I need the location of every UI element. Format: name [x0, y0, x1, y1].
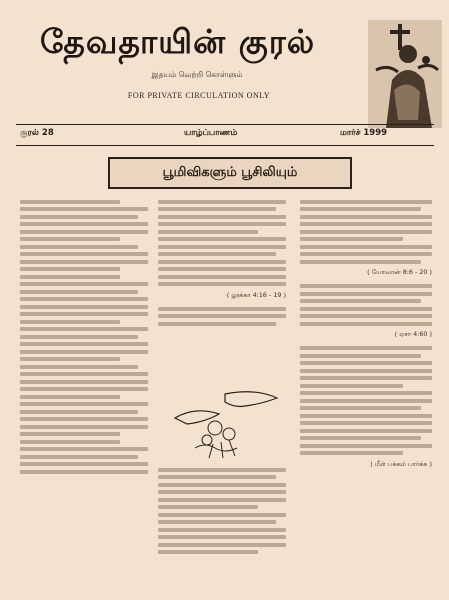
article-column-2-top — [158, 196, 286, 386]
continued-note: ( மீள் பக்கம் பார்க்க ) — [370, 459, 432, 468]
article-column-2-bottom — [158, 464, 286, 596]
circulation-notice: FOR PRIVATE CIRCULATION ONLY — [127, 91, 271, 100]
article-headline: பூமிவிகளும் பூசிலியும் — [108, 157, 352, 189]
masthead-title: தேவதாயின் குரல் — [40, 22, 316, 61]
citation-3: ( ஏசா 4:60 ) — [394, 330, 432, 338]
citation-2: ( யோவான் 8:6 - 20 ) — [367, 268, 432, 276]
issue-date: மார்ச் 1999 — [340, 128, 388, 138]
masthead-tagline: இதயம் வெற்றி கொள்ளும் — [151, 70, 243, 79]
issue-place: யாழ்ப்பாணம் — [184, 128, 238, 138]
article-column-1 — [20, 196, 148, 596]
madonna-statue-icon — [368, 20, 442, 128]
issue-volume: குரல் 28 — [20, 128, 54, 138]
citation-1: ( லூக்கா 4:16 - 19 ) — [226, 290, 286, 299]
hands-and-flowers-illustration-icon — [165, 388, 283, 462]
article-column-3 — [300, 196, 432, 596]
issue-bar — [16, 124, 434, 146]
